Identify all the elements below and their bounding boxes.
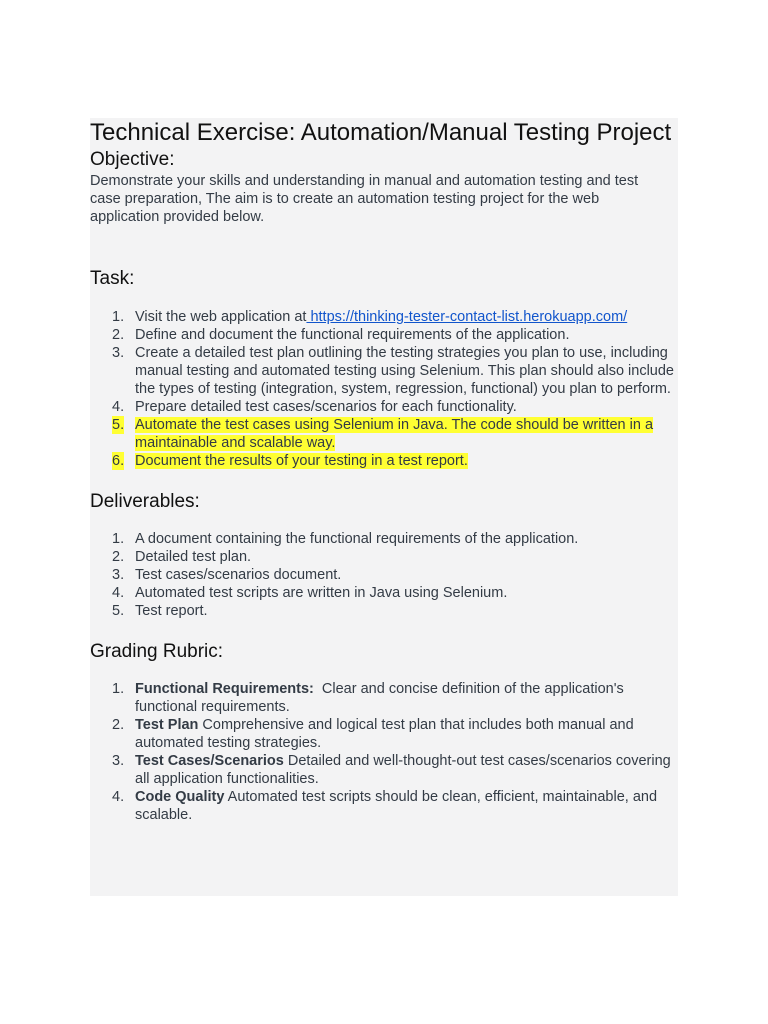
list-item	[90, 584, 678, 602]
list-item	[90, 602, 678, 620]
list-number: 2.	[112, 549, 125, 565]
list-number: 4.	[112, 585, 125, 601]
list-item	[90, 680, 678, 716]
rubric-item-title: Functional Requirements:	[135, 681, 314, 697]
rubric-item-title: Test Cases/Scenarios	[135, 753, 284, 769]
list-item	[90, 752, 678, 788]
list-number: 1.	[112, 531, 125, 547]
web-app-link[interactable]: https://thinking-tester-contact-list.herokuapp.com/	[306, 309, 628, 325]
list-number: 3.	[112, 345, 125, 361]
list-number: 1.	[112, 309, 125, 325]
list-number: 2.	[112, 327, 125, 343]
rubric-list	[90, 680, 678, 824]
list-item	[90, 716, 678, 752]
list-item-text: Test cases/scenarios document.	[135, 567, 342, 583]
list-item-highlighted	[90, 416, 678, 452]
list-item-text: Test report.	[135, 603, 208, 619]
list-item-text: A document containing the functional requirements of the application.	[135, 531, 579, 547]
list-item-text: Visit the web application at	[135, 309, 307, 325]
list-number: 5.	[112, 603, 125, 619]
list-number: 3.	[112, 753, 125, 769]
list-item-text: Prepare detailed test cases/scenarios for each functionality.	[135, 399, 517, 415]
list-item-text: Comprehensive and logical test plan that includes both manual and automated testing strategies.	[135, 717, 634, 751]
list-number: 5.	[112, 417, 125, 433]
document-content	[90, 118, 678, 824]
list-item	[90, 326, 678, 344]
list-number: 4.	[112, 789, 125, 805]
deliverables-list	[90, 530, 678, 620]
task-list	[90, 308, 678, 470]
rubric-item-title: Code Quality	[135, 789, 225, 805]
task-heading: Task:	[90, 268, 135, 289]
list-item-text: Automated test scripts should be clean, efficient, maintainable, and scalable.	[135, 789, 658, 823]
list-number: 4.	[112, 399, 125, 415]
list-number: 6.	[112, 453, 125, 469]
document-title: Technical Exercise: Automation/Manual Testing Project	[90, 119, 672, 146]
list-item	[90, 344, 678, 398]
list-number: 2.	[112, 717, 125, 733]
list-item-text: Document the results of your testing in a test report.	[135, 453, 468, 469]
list-item	[90, 308, 678, 326]
list-item	[90, 398, 678, 416]
deliverables-heading: Deliverables:	[90, 491, 200, 512]
list-item-text: Automate the test cases using Selenium in Java. The code should be written in a maintainable and scalable way.	[135, 417, 654, 451]
list-item	[90, 530, 678, 548]
rubric-heading: Grading Rubric:	[90, 641, 224, 662]
list-item	[90, 548, 678, 566]
list-item-highlighted	[90, 452, 678, 470]
list-item-text: Define and document the functional requirements of the application.	[135, 327, 570, 343]
objective-heading: Objective:	[90, 149, 175, 170]
list-item-text: Automated test scripts are written in Java using Selenium.	[135, 585, 508, 601]
list-item	[90, 788, 678, 824]
list-number: 1.	[112, 681, 125, 697]
list-item-text: Clear and concise definition of the application's functional requirements.	[135, 681, 628, 715]
list-item	[90, 566, 678, 584]
list-item-text: Detailed test plan.	[135, 549, 252, 565]
rubric-item-title: Test Plan	[135, 717, 199, 733]
list-item-text: Create a detailed test plan outlining the testing strategies you plan to use, including manual testing and automated testing using Selenium. This plan should also include the types of testing (integration, system, regression, functional) you plan to perform.	[135, 345, 674, 397]
list-item-text: Detailed and well-thought-out test cases/scenarios covering all application functionalities.	[135, 753, 671, 787]
objective-text: Demonstrate your skills and understanding in manual and automation testing and test case preparation, The aim is to create an automation testing project for the web application provided below.	[90, 173, 639, 225]
list-number: 3.	[112, 567, 125, 583]
